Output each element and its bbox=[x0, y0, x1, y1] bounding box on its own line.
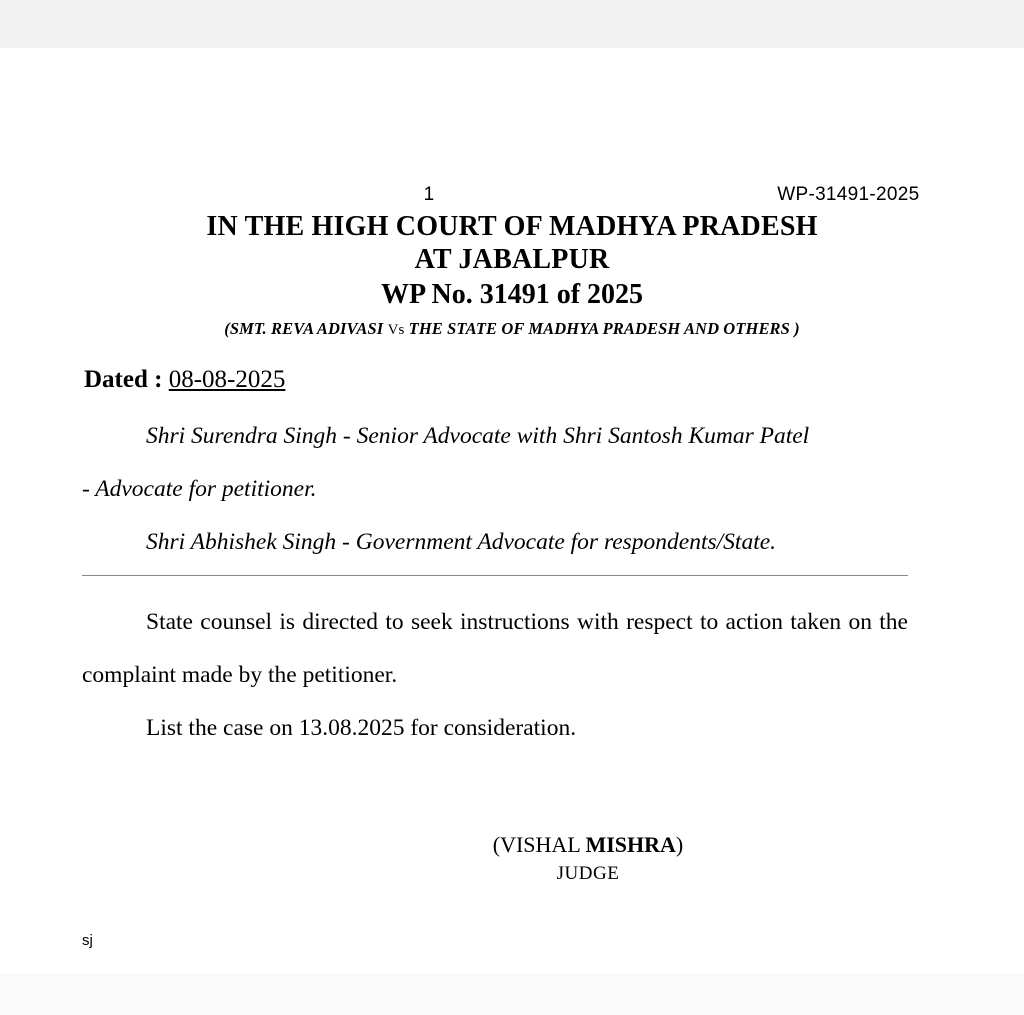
order-paragraph-2: List the case on 13.08.2025 for consideration. bbox=[146, 715, 577, 741]
appearance-line-state-counsel: Shri Abhishek Singh - Government Advocate for respondents/State. bbox=[146, 529, 777, 555]
case-title: WP No. 31491 of 2025 bbox=[380, 279, 644, 311]
page-header bbox=[0, 184, 1024, 206]
judge-name-suffix: ) bbox=[675, 832, 684, 857]
order-body bbox=[82, 596, 908, 755]
judge-name-prefix: (VISHAL bbox=[492, 832, 586, 857]
document-body bbox=[0, 48, 1024, 973]
dated-label: Dated : bbox=[84, 366, 163, 393]
parties-line bbox=[0, 319, 1024, 339]
court-name: IN THE HIGH COURT OF MADHYA PRADESH bbox=[206, 211, 818, 242]
judge-name bbox=[0, 830, 1024, 861]
appearance-block bbox=[82, 410, 912, 569]
horizontal-divider bbox=[82, 575, 908, 576]
court-heading-block bbox=[0, 210, 1024, 339]
signature-block bbox=[0, 830, 1024, 887]
judge-title: JUDGE bbox=[556, 862, 620, 884]
page-number: 1 bbox=[423, 184, 435, 205]
appearance-line-petitioner-counsel: Shri Surendra Singh - Senior Advocate with Shri Santosh Kumar Patel bbox=[146, 423, 810, 449]
judge-name-surname: MISHRA bbox=[585, 832, 676, 857]
versus-label: Vs bbox=[387, 321, 405, 338]
page-bottom-margin-strip bbox=[0, 973, 1024, 1015]
respondent-name: THE STATE OF MADHYA PRADESH AND OTHERS ) bbox=[408, 318, 800, 338]
court-place: AT JABALPUR bbox=[414, 244, 610, 276]
order-paragraph-1: State counsel is directed to seek instructions with respect to action taken on the complaint made by the petitioner. bbox=[82, 609, 908, 688]
header-case-number: WP-31491-2025 bbox=[777, 184, 920, 205]
appearance-line-petitioner-counsel-cont: - Advocate for petitioner. bbox=[82, 476, 317, 502]
petitioner-name: (SMT. REVA ADIVASI bbox=[224, 318, 384, 338]
dated-line bbox=[84, 366, 285, 394]
dated-value: 08-08-2025 bbox=[168, 366, 286, 393]
typist-initials: sj bbox=[82, 932, 93, 949]
page-top-margin-strip bbox=[0, 0, 1024, 48]
